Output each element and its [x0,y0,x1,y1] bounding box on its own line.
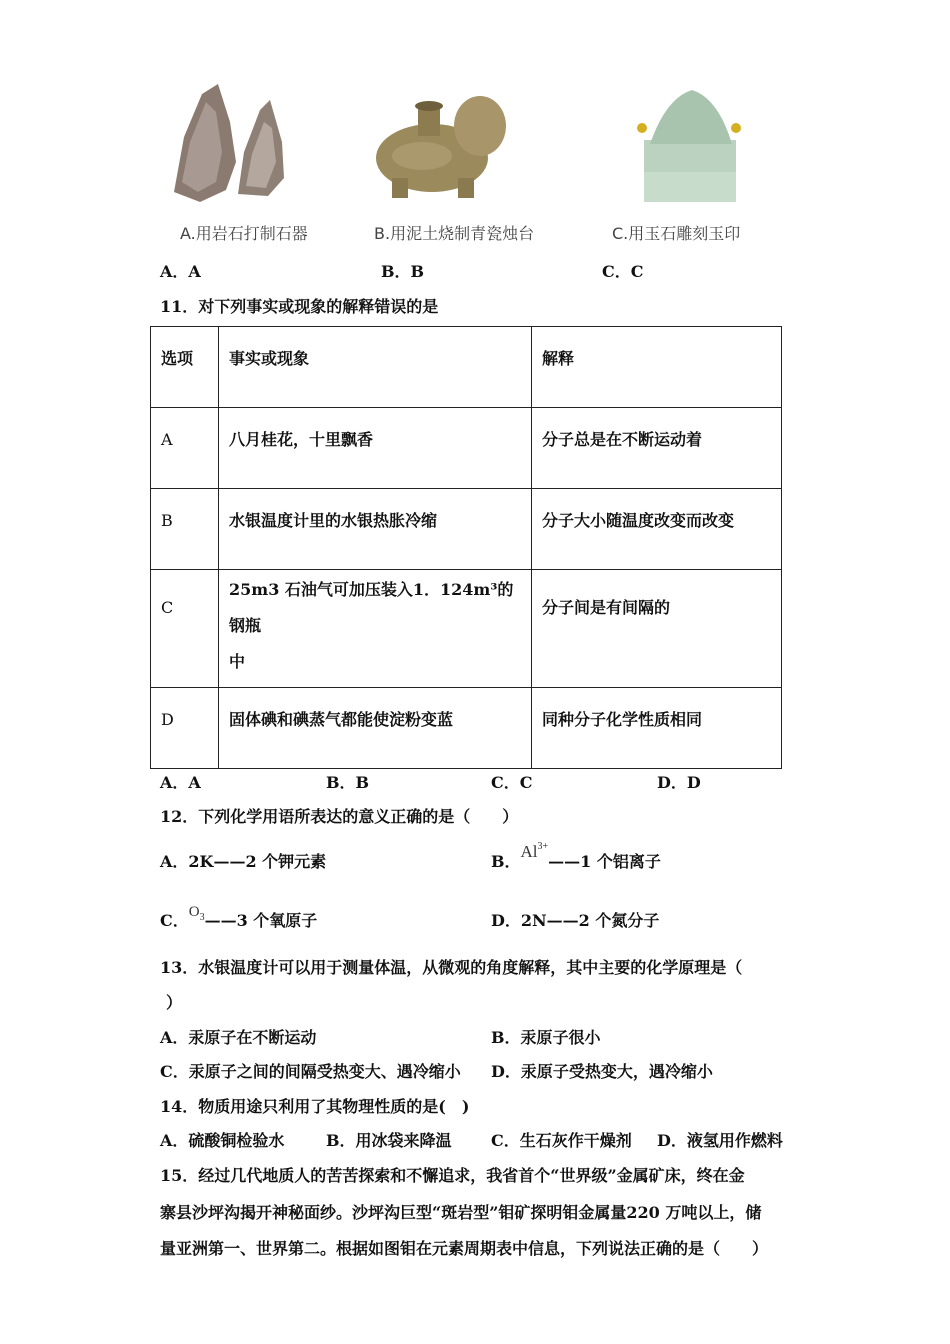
q13-option-a: A．汞原子在不断运动 [160,1028,317,1047]
caption-a: A.用岩石打制石器 [180,224,308,243]
celadon-candlestick-image [362,86,518,206]
q14-option-b: B．用冰袋来降温 [326,1131,452,1150]
row-fact: 固体碘和碘蒸气都能使淀粉变蓝 [219,688,532,769]
q13-option-c: C．汞原子之间的间隔受热变大、遇冷缩小 [160,1062,461,1081]
row-option: A [151,408,219,489]
caption-c: C.用玉石雕刻玉印 [612,224,741,243]
q14-option-c: C．生石灰作干燥剂 [491,1131,632,1150]
q11-stem: 11．对下列事实或现象的解释错误的是 [160,297,439,316]
q13-stem: 13．水银温度计可以用于测量体温，从微观的角度解释，其中主要的化学原理是（ [160,958,743,977]
header-fact: 事实或现象 [219,327,532,408]
row-fact-line2: 中 [229,652,246,671]
q14-option-a: A．硫酸铜检验水 [160,1131,285,1150]
row-fact: 水银温度计里的水银热胀冷缩 [219,489,532,570]
formula-symbol: Al [520,842,538,861]
q12-option-b-prefix: B． [491,852,521,871]
row-option: D [151,688,219,769]
row-fact-line1: 25m3 石油气可加压装入1．124m³的钢瓶 [229,580,514,635]
header-option: 选项 [151,327,219,408]
q12-option-b-text: ——1 个铝离子 [548,852,661,871]
q12-option-d: D．2N——2 个氮分子 [491,911,660,930]
q11-option-d: D．D [657,773,701,792]
q14-stem: 14．物质用途只利用了其物理性质的是( ) [160,1097,470,1116]
caption-b: B.用泥土烧制青瓷烛台 [374,224,535,243]
table-row [151,570,782,688]
q11-option-b: B．B [326,773,370,792]
q12-option-c-prefix: C． [160,911,189,930]
formula-charge: 3+ [537,841,549,852]
q10-option-c: C．C [602,262,644,281]
table-header-row [151,327,782,408]
q12-option-b [491,841,661,875]
q13-stem-end: ） [166,993,183,1012]
q15-line3: 量亚洲第一、世界第二。根据如图钼在元素周期表中信息，下列说法正确的是（ ） [160,1239,769,1258]
q12-stem: 12．下列化学用语所表达的意义正确的是（ ） [160,807,519,826]
ozone-formula [188,904,205,923]
formula-symbol: O [188,904,200,920]
row-explain: 同种分子化学性质相同 [532,688,782,769]
q12-option-a: A．2K——2 个钾元素 [160,852,327,871]
table-row [151,688,782,769]
table-row [151,489,782,570]
row-explain: 分子间是有间隔的 [532,570,782,688]
q11-table [150,326,782,769]
q11-option-a: A．A [160,773,201,792]
table-row [151,408,782,489]
q10-option-b: B．B [381,262,425,281]
q13-option-b: B．汞原子很小 [491,1028,601,1047]
q14-option-d: D．液氢用作燃料 [657,1131,783,1150]
row-fact [219,570,532,688]
row-option: B [151,489,219,570]
q15-line2: 寨县沙坪沟揭开神秘面纱。沙坪沟巨型“斑岩型”钼矿探明钼金属量220 万吨以上，储 [160,1203,762,1222]
header-explain: 解释 [532,327,782,408]
row-explain: 分子大小随温度改变而改变 [532,489,782,570]
q12-option-c-text: ——3 个氧原子 [204,911,318,930]
aluminum-ion-formula [521,842,549,861]
q13-option-d: D．汞原子受热变大，遇冷缩小 [491,1062,713,1081]
q10-option-a: A．A [160,262,201,281]
q15-line1: 15．经过几代地质人的苦苦探索和不懈追求，我省首个“世界级”金属矿床，终在金 [160,1166,745,1185]
jade-seal-image [636,80,748,206]
row-explain: 分子总是在不断运动着 [532,408,782,489]
row-fact: 八月桂花，十里飘香 [219,408,532,489]
q11-option-c: C．C [491,773,533,792]
formula-subscript: 3 [199,912,205,923]
stone-tools-image [160,82,292,208]
row-option: C [151,570,219,688]
q12-option-c [160,904,318,934]
